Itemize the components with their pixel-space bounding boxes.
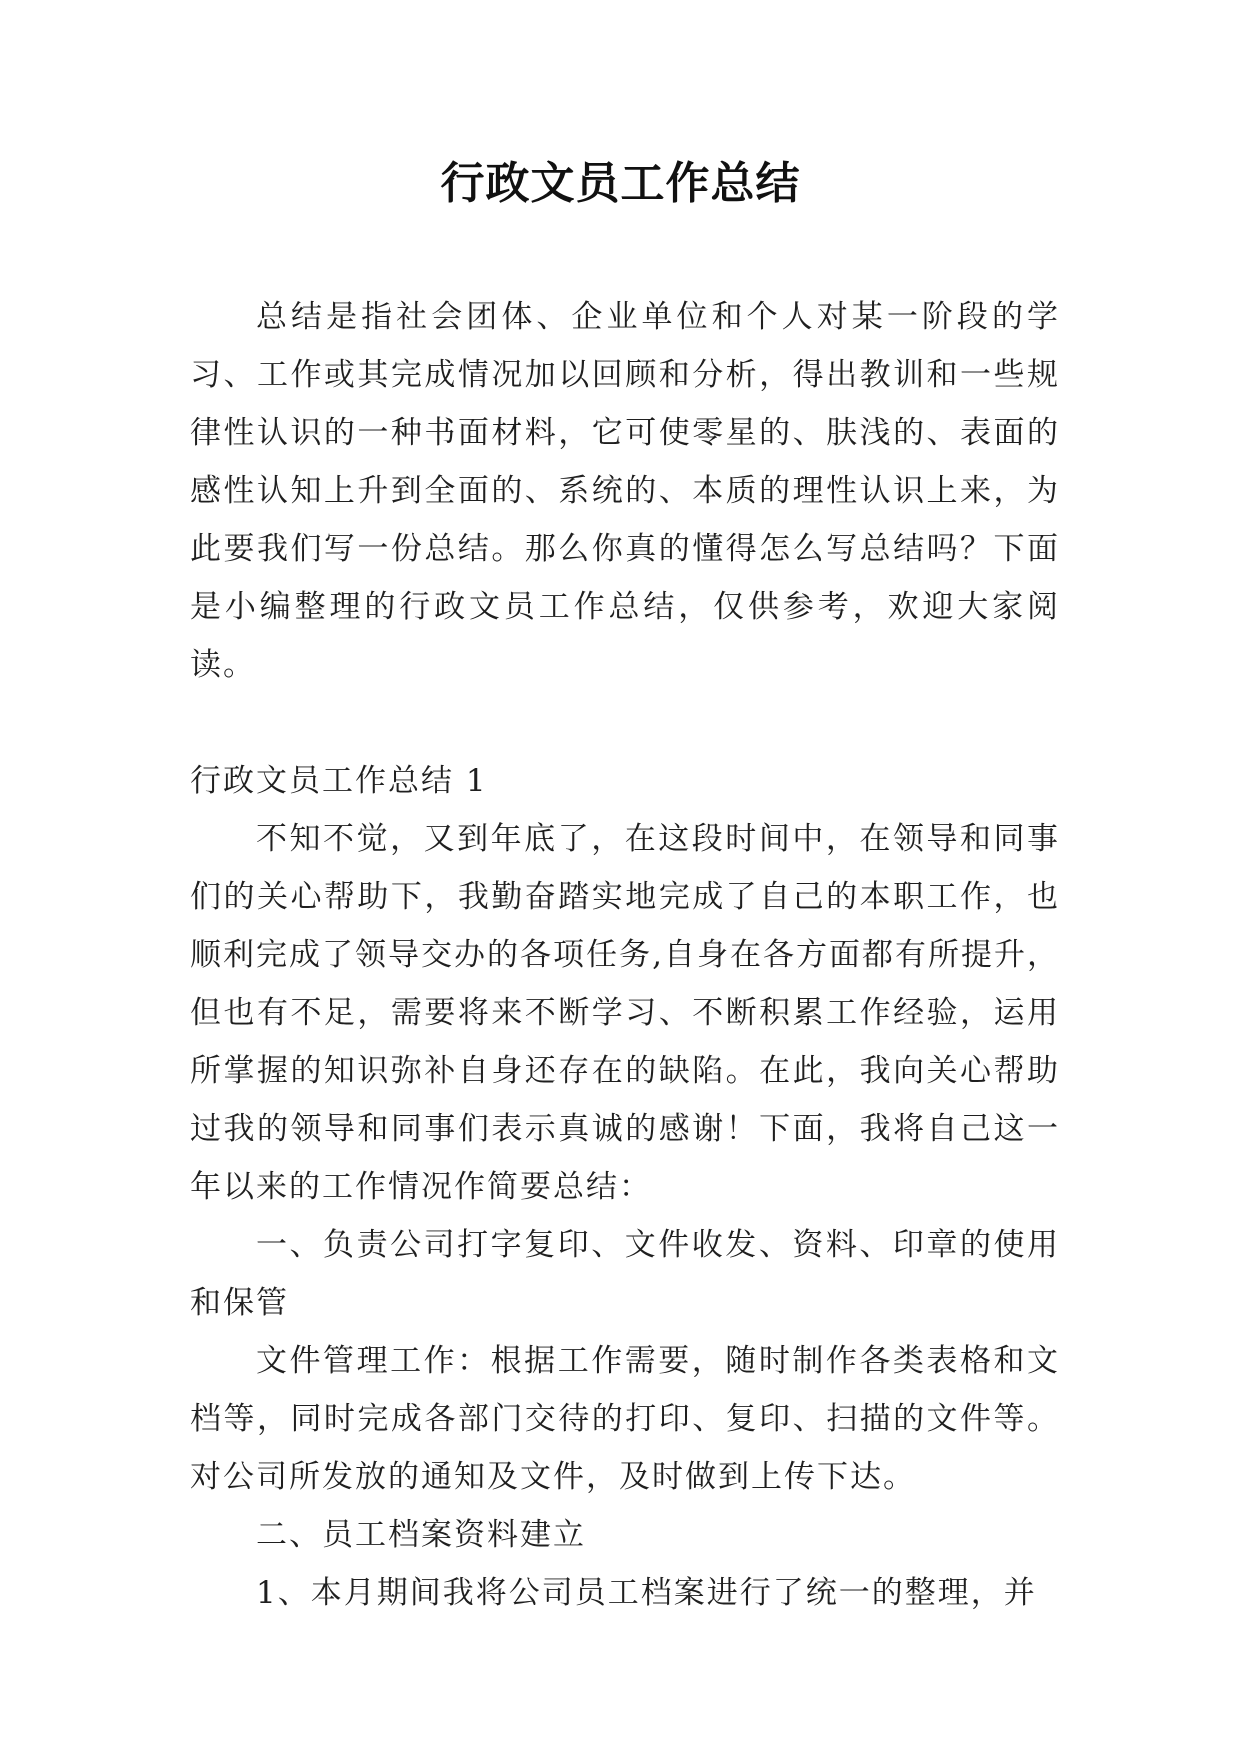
subsection-heading: 一、负责公司打字复印、文件收发、资料、印章的使用和保管 <box>190 1227 1060 1321</box>
body-paragraph: 不知不觉，又到年底了，在这段时间中，在领导和同事们的关心帮助下，我勤奋踏实地完成了自己的本职工作，也顺利完成了领导交办的各项任务,自身在各方面都有所提升，但也有不足，需要将来不断学习、不断积累工作经验，运用所掌握的知识弥补自身还存在的缺陷。在此，我向关心帮助过我的领导和同事们表示真诚的感谢！下面，我将自己这一年以来的工作情况作简要总结： <box>190 821 1060 1205</box>
document-title: 行政文员工作总结 <box>440 158 801 209</box>
section-heading: 行政文员工作总结 1 <box>190 763 488 799</box>
intro-paragraph: 总结是指社会团体、企业单位和个人对某一阶段的学习、工作或其完成情况加以回顾和分析，得出教训和一些规律性认识的一种书面材料，它可使零星的、肤浅的、表面的感性认知上升到全面的、系统的、本质的理性认识上来，为此要我们写一份总结。那么你真的懂得怎么写总结吗？下面是小编整理的行政文员工作总结，仅供参考，欢迎大家阅读。 <box>190 299 1060 683</box>
body-paragraph: 1、本月期间我将公司员工档案进行了统一的整理，并 <box>256 1575 1037 1611</box>
body-paragraph: 文件管理工作：根据工作需要，随时制作各类表格和文档等，同时完成各部门交待的打印、复印、扫描的文件等。对公司所发放的通知及文件，及时做到上传下达。 <box>190 1343 1060 1495</box>
document-body <box>190 288 1060 1622</box>
subsection-heading: 二、员工档案资料建立 <box>256 1517 586 1553</box>
